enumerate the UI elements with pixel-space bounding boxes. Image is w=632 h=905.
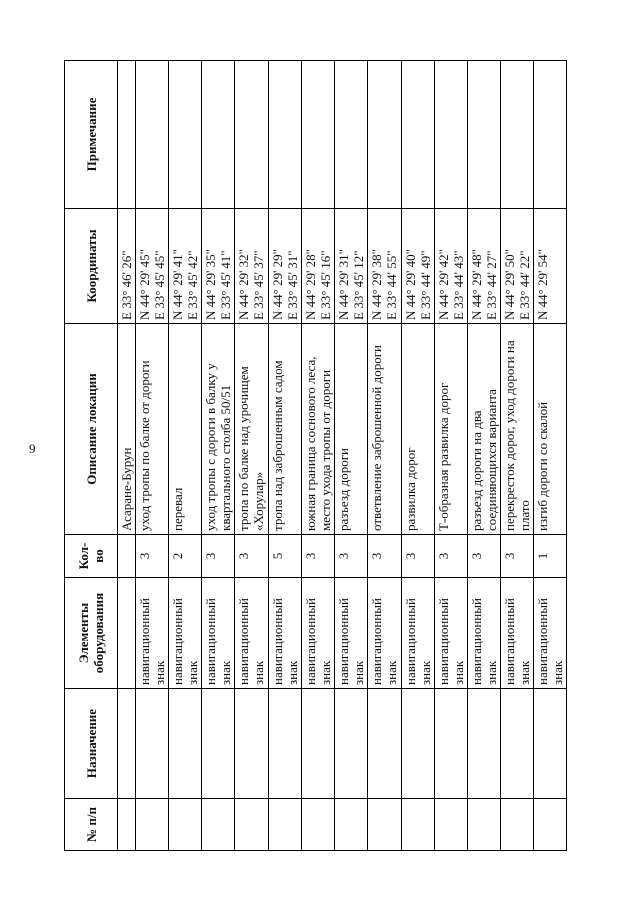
header-equipment: Элементы оборудования [65, 578, 118, 689]
cell-num [302, 799, 335, 851]
cell-location: изгиб дороги со скалой [534, 324, 567, 535]
cell-location: перекресток дорог, уход дороги на плато [501, 324, 534, 535]
cell-equipment: навигационный знак [402, 578, 435, 689]
coord-line: N 44° 29' 28" [303, 249, 318, 320]
cell-num [435, 799, 468, 851]
cell-coords [468, 209, 501, 324]
coord-line: N 44° 29' 41" [170, 249, 185, 320]
cell-equipment: навигационный знак [468, 578, 501, 689]
table-row [269, 61, 302, 851]
cell-coords [302, 209, 335, 324]
cell-equipment: навигационный знак [501, 578, 534, 689]
table-row [235, 61, 269, 851]
cell-equipment: навигационный знак [302, 578, 335, 689]
coord-line: N 44° 29' 35" [203, 249, 218, 320]
cell-note [169, 61, 202, 209]
cell-purpose [118, 689, 136, 799]
header-purpose: Назначение [65, 689, 118, 799]
cell-qty: 3 [136, 535, 169, 578]
cell-purpose [235, 689, 269, 799]
cell-location: Т-образная развилка дорог [435, 324, 468, 535]
cell-purpose [202, 689, 235, 799]
table-row [368, 61, 402, 851]
cell-num [202, 799, 235, 851]
cell-num [136, 799, 169, 851]
coord-line: E 33° 45' 16" [318, 250, 333, 320]
table-row [335, 61, 368, 851]
header-coords: Координаты [65, 209, 118, 324]
cell-location: южная граница соснового леса, место ухода тропы от дороги [302, 324, 335, 535]
cell-equipment: навигационный знак [534, 578, 567, 689]
cell-location: разъезд дороги [335, 324, 368, 535]
header-location: Описание локации [65, 324, 118, 535]
coord-line: E 33° 45' 45" [152, 250, 167, 320]
cell-coords [335, 209, 368, 324]
coord-line: E 33° 44' 22" [517, 250, 532, 320]
coord-line: N 44° 29' 32" [236, 249, 251, 320]
cell-equipment: навигационный знак [136, 578, 169, 689]
cell-note [118, 61, 136, 209]
table-row [402, 61, 435, 851]
cell-qty: 1 [534, 535, 567, 578]
cell-equipment: навигационный знак [335, 578, 368, 689]
cell-qty: 3 [435, 535, 468, 578]
cell-location: тропа по балке над урочищем «Хорулар» [235, 324, 269, 535]
cell-num [501, 799, 534, 851]
cell-num [402, 799, 435, 851]
coord-line: E 33° 44' 49" [418, 250, 433, 320]
cell-purpose [269, 689, 302, 799]
cell-note [269, 61, 302, 209]
cell-qty: 5 [269, 535, 302, 578]
cell-coords [402, 209, 435, 324]
cell-num [269, 799, 302, 851]
coord-line: N 44° 29' 38" [369, 249, 384, 320]
cell-qty: 3 [202, 535, 235, 578]
coord-line: E 33° 45' 37" [251, 250, 266, 320]
cell-num [118, 799, 136, 851]
cell-qty: 3 [302, 535, 335, 578]
cell-coords [501, 209, 534, 324]
cell-note [302, 61, 335, 209]
cell-location: перевал [169, 324, 202, 535]
cell-location: Асаране-Бурун [118, 324, 136, 535]
table-row [501, 61, 534, 851]
coord-line: E 33° 45' 41" [218, 250, 233, 320]
cell-purpose [136, 689, 169, 799]
cell-coords [202, 209, 235, 324]
cell-qty: 3 [368, 535, 402, 578]
cell-location: разъезд дороги на два соединяющихся варианта [468, 324, 501, 535]
cell-note [368, 61, 402, 209]
coord-line: N 44° 29' 45" [137, 249, 152, 320]
cell-note [534, 61, 567, 209]
cell-purpose [335, 689, 368, 799]
coord-line: E 33° 45' 42" [185, 250, 200, 320]
header-num: № п/п [65, 799, 118, 851]
coord-line: N 44° 29' 40" [403, 249, 418, 320]
cell-note [235, 61, 269, 209]
cell-location: развилка дорог [402, 324, 435, 535]
cell-note [501, 61, 534, 209]
cell-note [136, 61, 169, 209]
header-note: Примечание [65, 61, 118, 209]
cell-num [235, 799, 269, 851]
cell-equipment [118, 578, 136, 689]
cell-num [335, 799, 368, 851]
coord-line: N 44° 29' 48" [469, 249, 484, 320]
cell-coords [118, 209, 136, 324]
cell-coords [136, 209, 169, 324]
coord-line: E 33° 45' 31" [285, 250, 300, 320]
cell-purpose [468, 689, 501, 799]
cell-equipment: навигационный знак [235, 578, 269, 689]
table-row [435, 61, 468, 851]
cell-coords [169, 209, 202, 324]
cell-location: уход тропы с дороги в балку у квартального столба 50/51 [202, 324, 235, 535]
cell-coords [435, 209, 468, 324]
coord-line: N 44° 29' 29" [270, 249, 285, 320]
cell-num [169, 799, 202, 851]
cell-purpose [435, 689, 468, 799]
table-row [136, 61, 169, 851]
coord-line: N 44° 29' 50" [502, 249, 517, 320]
cell-equipment: навигационный знак [435, 578, 468, 689]
cell-note [202, 61, 235, 209]
header-qty: Кол-во [65, 535, 118, 578]
cell-purpose [169, 689, 202, 799]
cell-equipment: навигационный знак [368, 578, 402, 689]
coord-line: E 33° 44' 55" [384, 250, 399, 320]
coord-line: E 33° 44' 43" [451, 250, 466, 320]
equipment-table [64, 60, 567, 851]
cell-qty: 3 [402, 535, 435, 578]
cell-qty: 2 [169, 535, 202, 578]
table-row [202, 61, 235, 851]
cell-num [468, 799, 501, 851]
coord-line: N 44° 29' 54" [535, 249, 550, 320]
coord-line: N 44° 29' 31" [336, 249, 351, 320]
cell-note [468, 61, 501, 209]
cell-note [435, 61, 468, 209]
coord-line: E 33° 45' 12" [351, 250, 366, 320]
cell-coords [534, 209, 567, 324]
coord-line: E 33° 46' 26" [119, 250, 134, 320]
table-row [302, 61, 335, 851]
cell-purpose [402, 689, 435, 799]
table-row [118, 61, 136, 851]
cell-purpose [368, 689, 402, 799]
cell-purpose [302, 689, 335, 799]
cell-num [534, 799, 567, 851]
cell-equipment: навигационный знак [169, 578, 202, 689]
cell-qty: 3 [468, 535, 501, 578]
cell-purpose [501, 689, 534, 799]
cell-qty [118, 535, 136, 578]
coord-line: E 33° 44' 27" [484, 250, 499, 320]
table-row [169, 61, 202, 851]
cell-coords [269, 209, 302, 324]
cell-location: ответвление заброшенной дороги [368, 324, 402, 535]
table-row [534, 61, 567, 851]
cell-num [368, 799, 402, 851]
cell-equipment: навигационный знак [202, 578, 235, 689]
coord-line: N 44° 29' 42" [436, 249, 451, 320]
cell-location: уход тропы по балке от дороги [136, 324, 169, 535]
cell-qty: 3 [335, 535, 368, 578]
cell-coords [368, 209, 402, 324]
cell-equipment: навигационный знак [269, 578, 302, 689]
table-header-row [65, 61, 118, 851]
cell-location: тропа над заброшенным садом [269, 324, 302, 535]
page-number: 9 [29, 441, 36, 456]
rotated-table-container [64, 61, 590, 851]
cell-qty: 3 [235, 535, 269, 578]
cell-coords [235, 209, 269, 324]
table-row [468, 61, 501, 851]
cell-qty: 3 [501, 535, 534, 578]
cell-purpose [534, 689, 567, 799]
cell-note [335, 61, 368, 209]
cell-note [402, 61, 435, 209]
